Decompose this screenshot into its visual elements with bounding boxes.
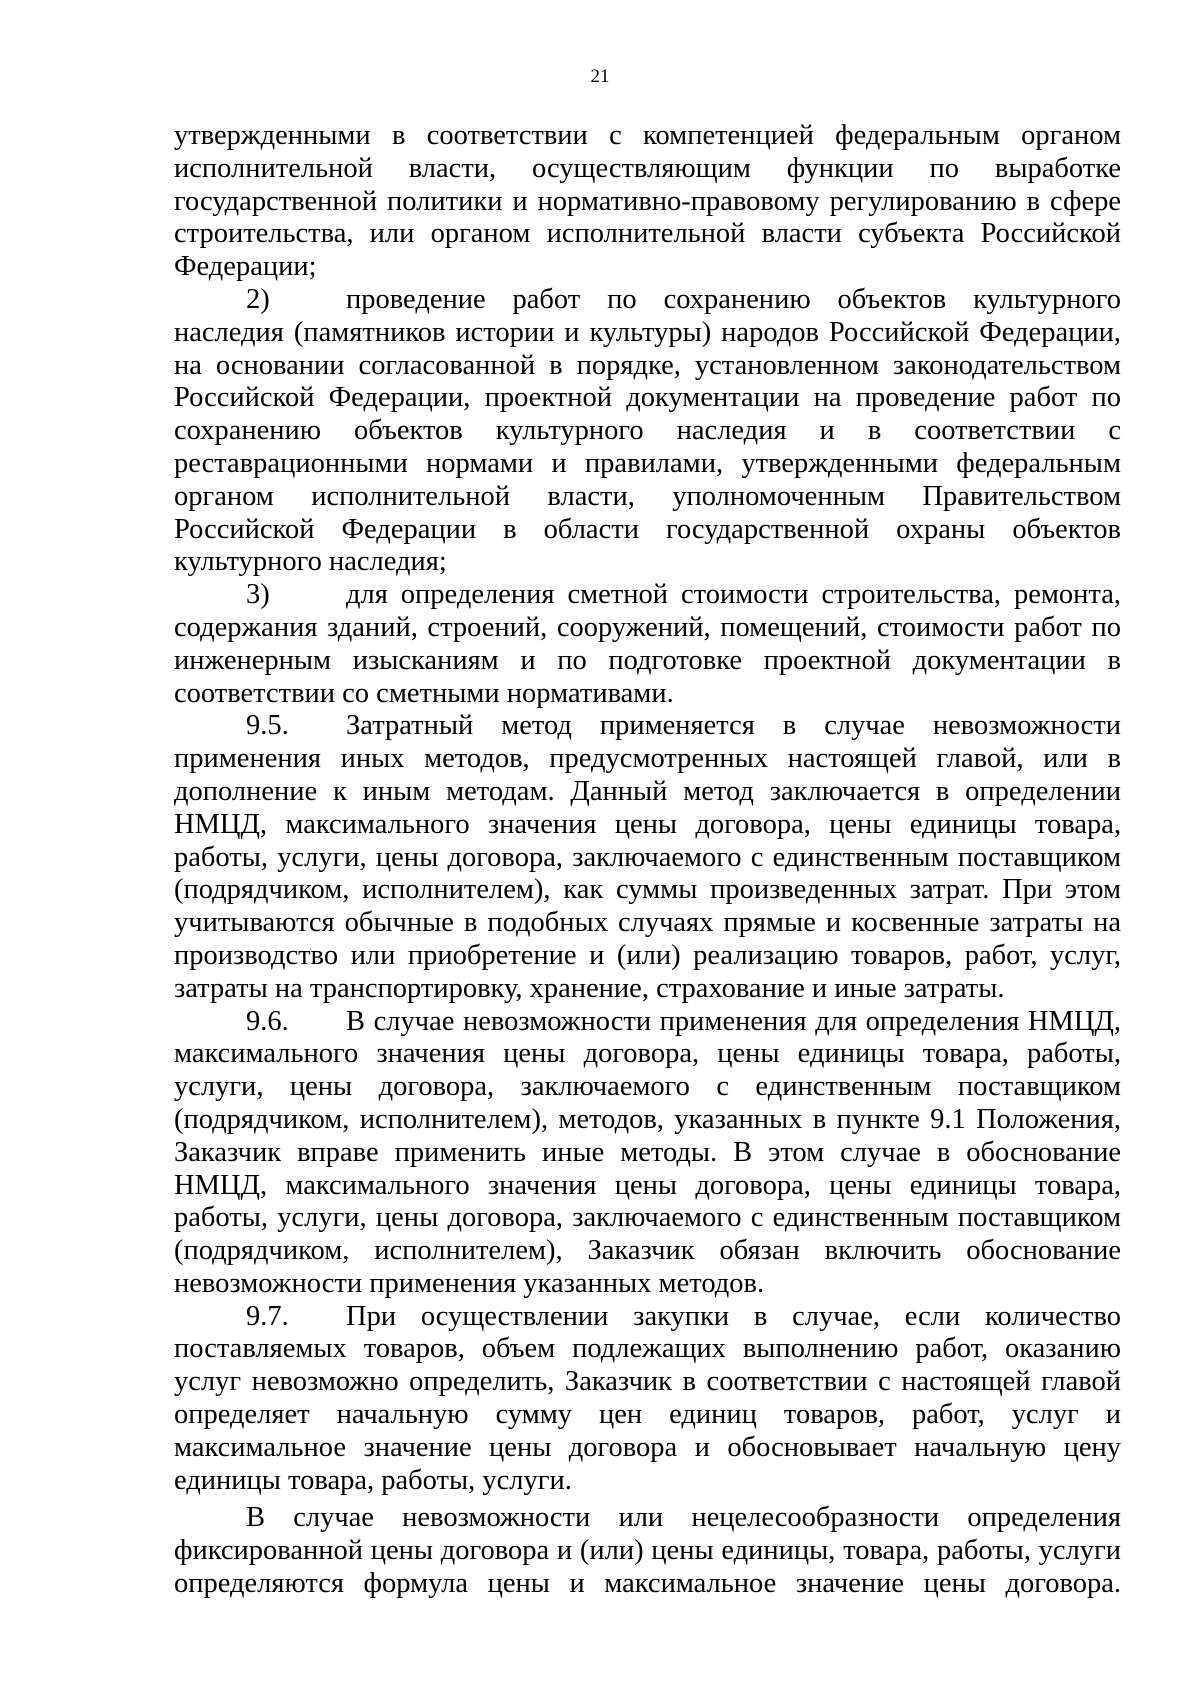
paragraph-text: Затратный метод применяется в случае невозможности применения иных методов, предусмотренных настоящей главой, или в дополнение к иным методам. Данный метод заключается в определении НМЦД, максимального значения цены договора, цены единицы товара, работы, услуги, цены договора, заключаемого с единственным поставщиком (подрядчиком, исполнителем), как суммы произведенных затрат. При этом учитываются обычные в подобных случаях прямые и косвенные затраты на производство или приобретение и (или) реализацию товаров, работ, услуг, затраты на транспортировку, хранение, страхование и иные затраты.: [174, 710, 1121, 1004]
clause-9-7: [174, 1301, 1121, 1498]
paragraph-text: утвержденными в соответствии с компетенцией федеральным органом исполнительной власти, осуществляющим функции по выработке государственной политики и нормативно-правовому регулированию в сфере строительства, или органом исполнительной власти субъекта Российской Федерации;: [174, 120, 1121, 283]
page-number: 21: [590, 66, 610, 87]
paragraph-formula-price: [174, 1502, 1121, 1600]
clause-number: 9.7.: [246, 1300, 289, 1332]
paragraph-text: для определения сметной стоимости строительства, ремонта, содержания зданий, строений, сооружений, помещений, стоимости работ по инженерным изысканиям и по подготовке проектной документации в соответствии со сметными нормативами.: [174, 579, 1121, 709]
list-item-number: 2): [246, 283, 270, 315]
paragraph-continuation: [174, 120, 1121, 284]
list-item-2: [174, 284, 1121, 579]
clause-number: 9.6.: [246, 1005, 289, 1037]
clause-9-5: [174, 710, 1121, 1005]
document-body: [174, 120, 1121, 1601]
paragraph-text: В случае невозможности применения для определения НМЦД, максимального значения цены договора, цены единицы товара, работы, услуги, цены договора, заключаемого с единственным поставщиком (подрядчиком, исполнителем), методов, указанных в пункте 9.1 Положения, Заказчик вправе применить иные методы. В этом случае в обоснование НМЦД, максимального значения цены договора, цены единицы товара, работы, услуги, цены договора, заключаемого с единственным поставщиком (подрядчиком, исполнителем), Заказчик обязан включить обоснование невозможности применения указанных методов.: [174, 1005, 1121, 1299]
clause-number: 9.5.: [246, 710, 289, 742]
list-item-number: 3): [246, 579, 270, 611]
paragraph-text: При осуществлении закупки в случае, если количество поставляемых товаров, объем подлежащих выполнению работ, оказанию услуг невозможно определить, Заказчик в соответствии с настоящей главой определяет начальную сумму цен единиц товаров, работ, услуг и максимальное значение цены договора и обосновывает начальную цену единицы товара, работы, услуги.: [174, 1300, 1121, 1496]
paragraph-text: В случае невозможности или нецелесообразности определения фиксированной цены договора и (или) цены единицы, товара, работы, услуги определяются формула цены и максимальное значение цены договора.: [174, 1502, 1121, 1600]
paragraph-text: проведение работ по сохранению объектов культурного наследия (памятников истории и культуры) народов Российской Федерации, на основании согласованной в порядке, установленном законодательством Российской Федерации, проектной документации на проведение работ по сохранению объектов культурного наследия и в соответствии с реставрационными нормами и правилами, утвержденными федеральным органом исполнительной власти, уполномоченным Правительством Российской Федерации в области государственной охраны объектов культурного наследия;: [174, 283, 1121, 578]
clause-9-6: [174, 1006, 1121, 1301]
list-item-3: [174, 579, 1121, 710]
